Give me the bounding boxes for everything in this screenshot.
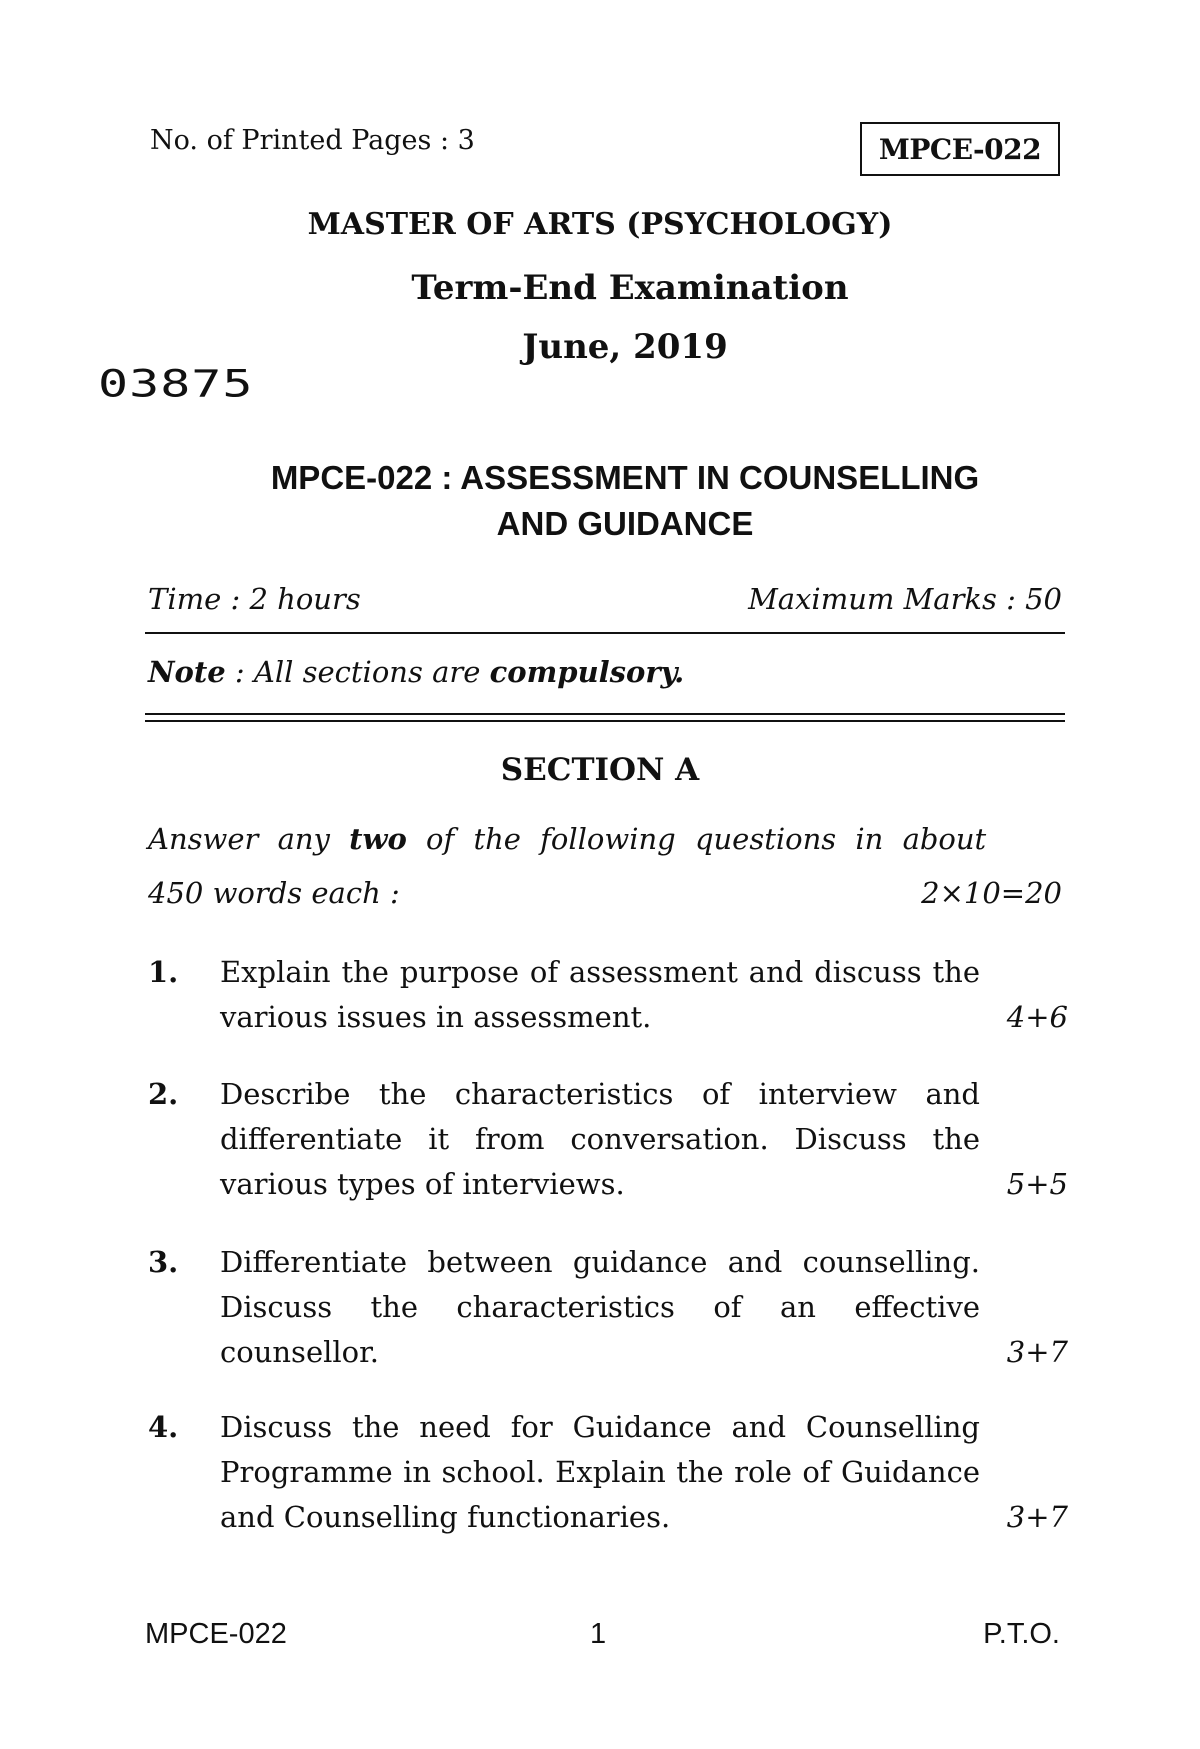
degree-title: MASTER OF ARTS (PSYCHOLOGY)	[307, 207, 893, 242]
question-item	[148, 1405, 1068, 1540]
exam-title: Term-End Examination	[411, 268, 849, 308]
double-divider-top	[145, 713, 1065, 715]
question-text: Describe the characteristics of interview and differentiate it from conversation. Discuss the various types of interviews.	[220, 1077, 980, 1201]
question-marks: 4+6	[1006, 1000, 1068, 1034]
instruction-text-2: of the following questions in about	[406, 822, 987, 856]
note-label: Note	[148, 655, 226, 689]
divider-line	[145, 632, 1065, 634]
course-title-line-2: AND GUIDANCE	[496, 505, 754, 542]
question-number: 3.	[148, 1245, 179, 1279]
exam-duration: Time : 2 hours	[148, 582, 361, 616]
maximum-marks: Maximum Marks : 50	[748, 582, 1062, 616]
question-number: 1.	[148, 955, 179, 989]
section-heading: SECTION A	[500, 752, 700, 788]
paper-code-box: MPCE-022	[860, 122, 1060, 176]
footer-please-turn-over: P.T.O.	[983, 1618, 1060, 1650]
footer-page-number: 1	[590, 1618, 607, 1650]
question-marks: 3+7	[1006, 1500, 1068, 1534]
double-divider-bottom	[145, 720, 1065, 722]
question-marks: 3+7	[1006, 1335, 1068, 1369]
instruction-text-1: Answer any	[148, 822, 350, 856]
instruction-emphasis: two	[349, 822, 407, 856]
question-item	[148, 1240, 1068, 1375]
question-number: 4.	[148, 1410, 179, 1444]
question-number: 2.	[148, 1077, 179, 1111]
course-title	[0, 455, 1200, 547]
question-marks: 5+5	[1006, 1167, 1068, 1201]
note-text: : All sections are	[225, 655, 490, 689]
printed-pages-count: No. of Printed Pages : 3	[150, 125, 475, 156]
section-instruction	[148, 822, 986, 856]
question-text: Discuss the need for Guidance and Counselling Programme in school. Explain the role of Guidance and Counselling functionaries.	[220, 1410, 980, 1534]
instruction-word-limit: 450 words each :	[148, 876, 400, 910]
question-text: Differentiate between guidance and counselling. Discuss the characteristics of an effective counsellor.	[220, 1245, 980, 1369]
footer-paper-code: MPCE-022	[145, 1618, 287, 1650]
question-item	[148, 950, 1068, 1040]
course-title-line-1: MPCE-022 : ASSESSMENT IN COUNSELLING	[270, 459, 980, 496]
exam-session: June, 2019	[522, 327, 728, 367]
section-marks-allocation: 2×10=20	[921, 876, 1062, 910]
question-text: Explain the purpose of assessment and discuss the various issues in assessment.	[220, 955, 980, 1034]
note-emphasis: compulsory.	[489, 655, 685, 689]
question-item	[148, 1072, 1068, 1207]
serial-number-stamp: 03875	[98, 362, 254, 406]
note-line	[148, 655, 684, 689]
